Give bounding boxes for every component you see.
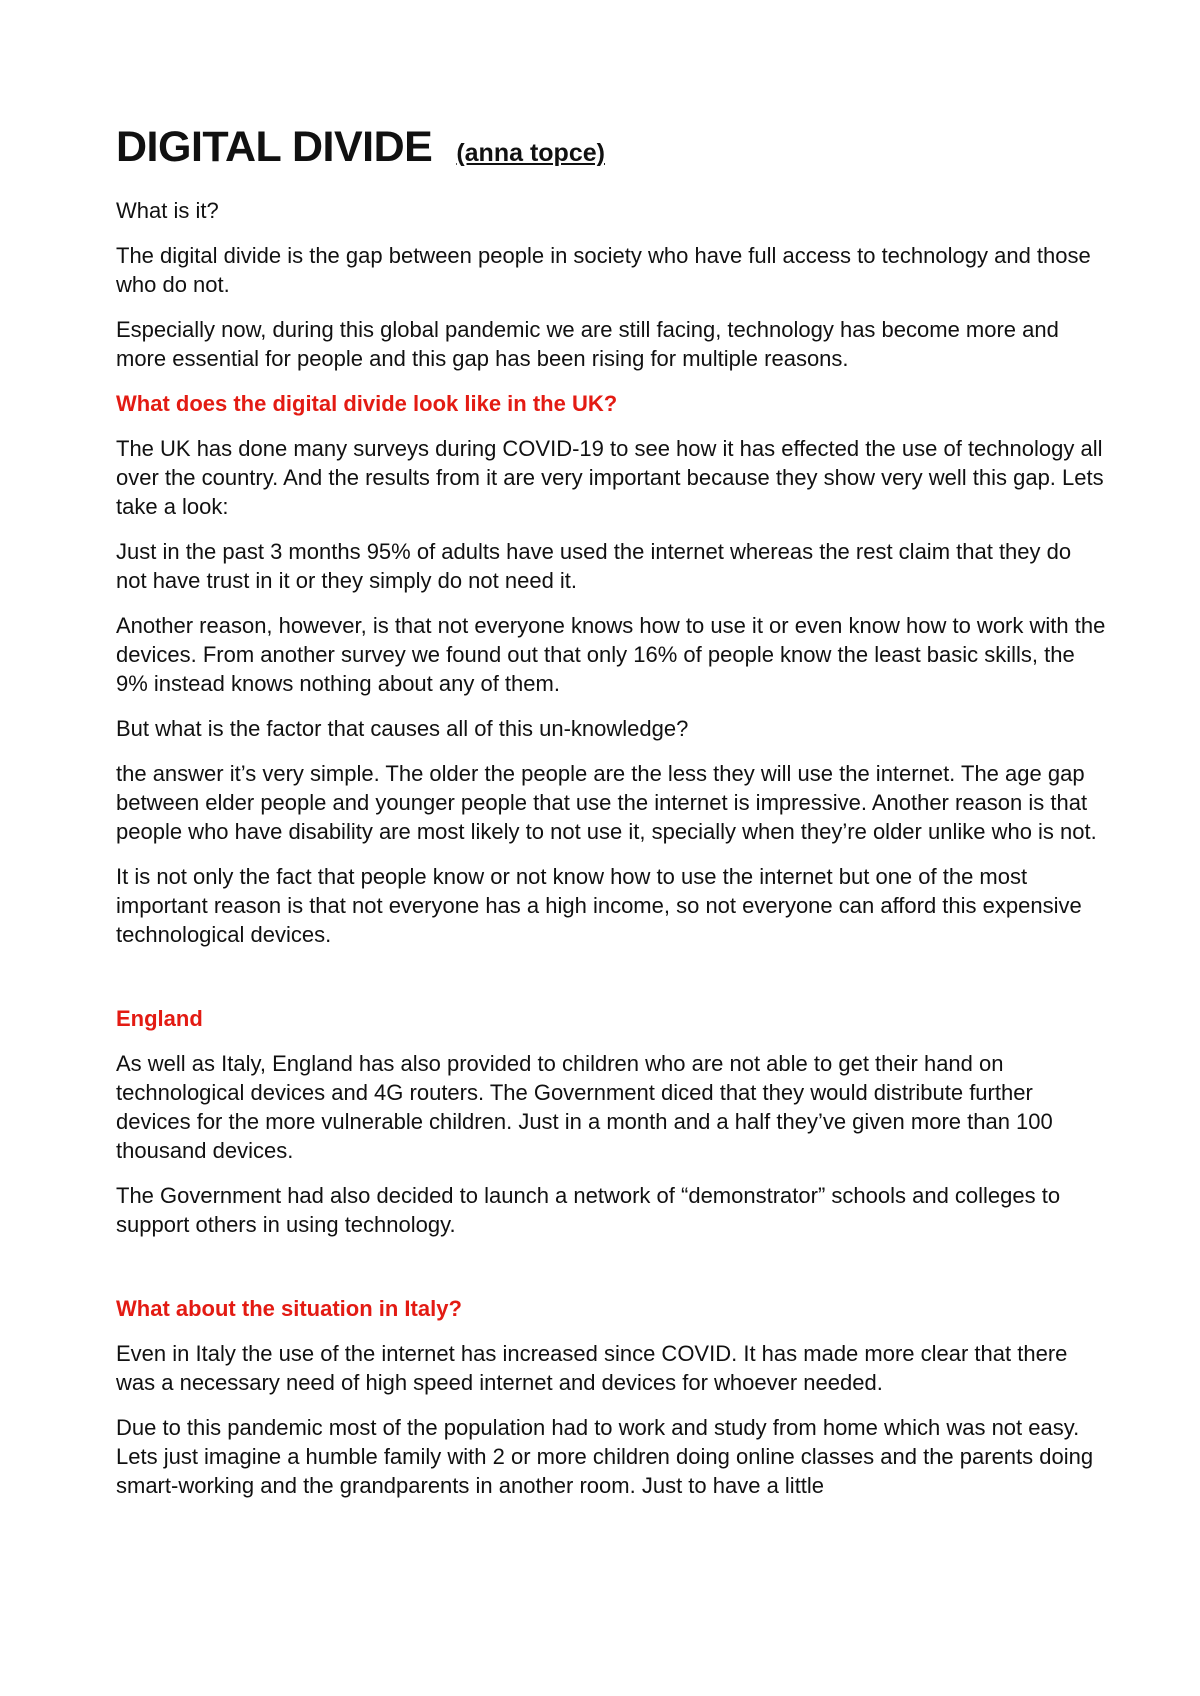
document-page — [116, 118, 1106, 1500]
uk-paragraph-4: But what is the factor that causes all of this un-knowledge? — [116, 716, 689, 741]
uk-paragraph-1: The UK has done many surveys during COVID-19 to see how it has effected the use of technology all over the country. And the results from it are very important because they show very well this gap. Lets take a look: — [116, 436, 1104, 519]
document-title: DIGITAL DIVIDE — [116, 123, 433, 171]
author-name: (anna topce) — [456, 139, 605, 167]
uk-paragraph-5: the answer it’s very simple. The older the people are the less they will use the internet. The age gap between elder people and younger people that use the internet is impressive. Another reason is that people who have disability are most likely to not use it, specially when they’re older unlike who is not. — [116, 761, 1097, 844]
england-paragraph-1: As well as Italy, England has also provided to children who are not able to get their hand on technological devices and 4G routers. The Government diced that they would distribute further devices for the more vulnerable children. Just in a month and a half they’ve given more than 100 thousand devices. — [116, 1051, 1053, 1163]
italy-paragraph-2-line-2: Lets just imagine a humble family with 2 or more children doing online classes and the parents doing smart-working and the grandparents in another room. Just to have a little — [116, 1444, 1094, 1498]
italy-paragraph-1: Even in Italy the use of the internet has increased since COVID. It has made more clear that there was a necessary need of high speed internet and devices for whoever needed. — [116, 1341, 1068, 1395]
italy-heading: What about the situation in Italy? — [116, 1296, 462, 1321]
title-line — [116, 118, 1106, 186]
uk-heading: What does the digital divide look like in the UK? — [116, 391, 618, 416]
england-paragraph-2: The Government had also decided to launch a network of “demonstrator” schools and colleges to support others in using technology. — [116, 1183, 1061, 1237]
intro-question: What is it? — [116, 198, 219, 223]
intro-paragraph-1: The digital divide is the gap between people in society who have full access to technology and those who do not. — [116, 243, 1091, 297]
uk-paragraph-6: It is not only the fact that people know or not know how to use the internet but one of the most important reason is that not everyone has a high income, so not everyone can afford this expensive technological devices. — [116, 864, 1082, 947]
intro-paragraph-2: Especially now, during this global pandemic we are still facing, technology has become more and more essential for people and this gap has been rising for multiple reasons. — [116, 317, 1059, 371]
england-heading: England — [116, 1006, 203, 1031]
uk-paragraph-3: Another reason, however, is that not everyone knows how to use it or even know how to work with the devices. From another survey we found out that only 16% of people know the least basic skills, the 9% instead knows nothing about any of them. — [116, 613, 1106, 696]
italy-paragraph-2-line-1: Due to this pandemic most of the population had to work and study from home which was not easy. — [116, 1415, 1080, 1440]
uk-paragraph-2: Just in the past 3 months 95% of adults have used the internet whereas the rest claim that they do not have trust in it or they simply do not need it. — [116, 539, 1072, 593]
